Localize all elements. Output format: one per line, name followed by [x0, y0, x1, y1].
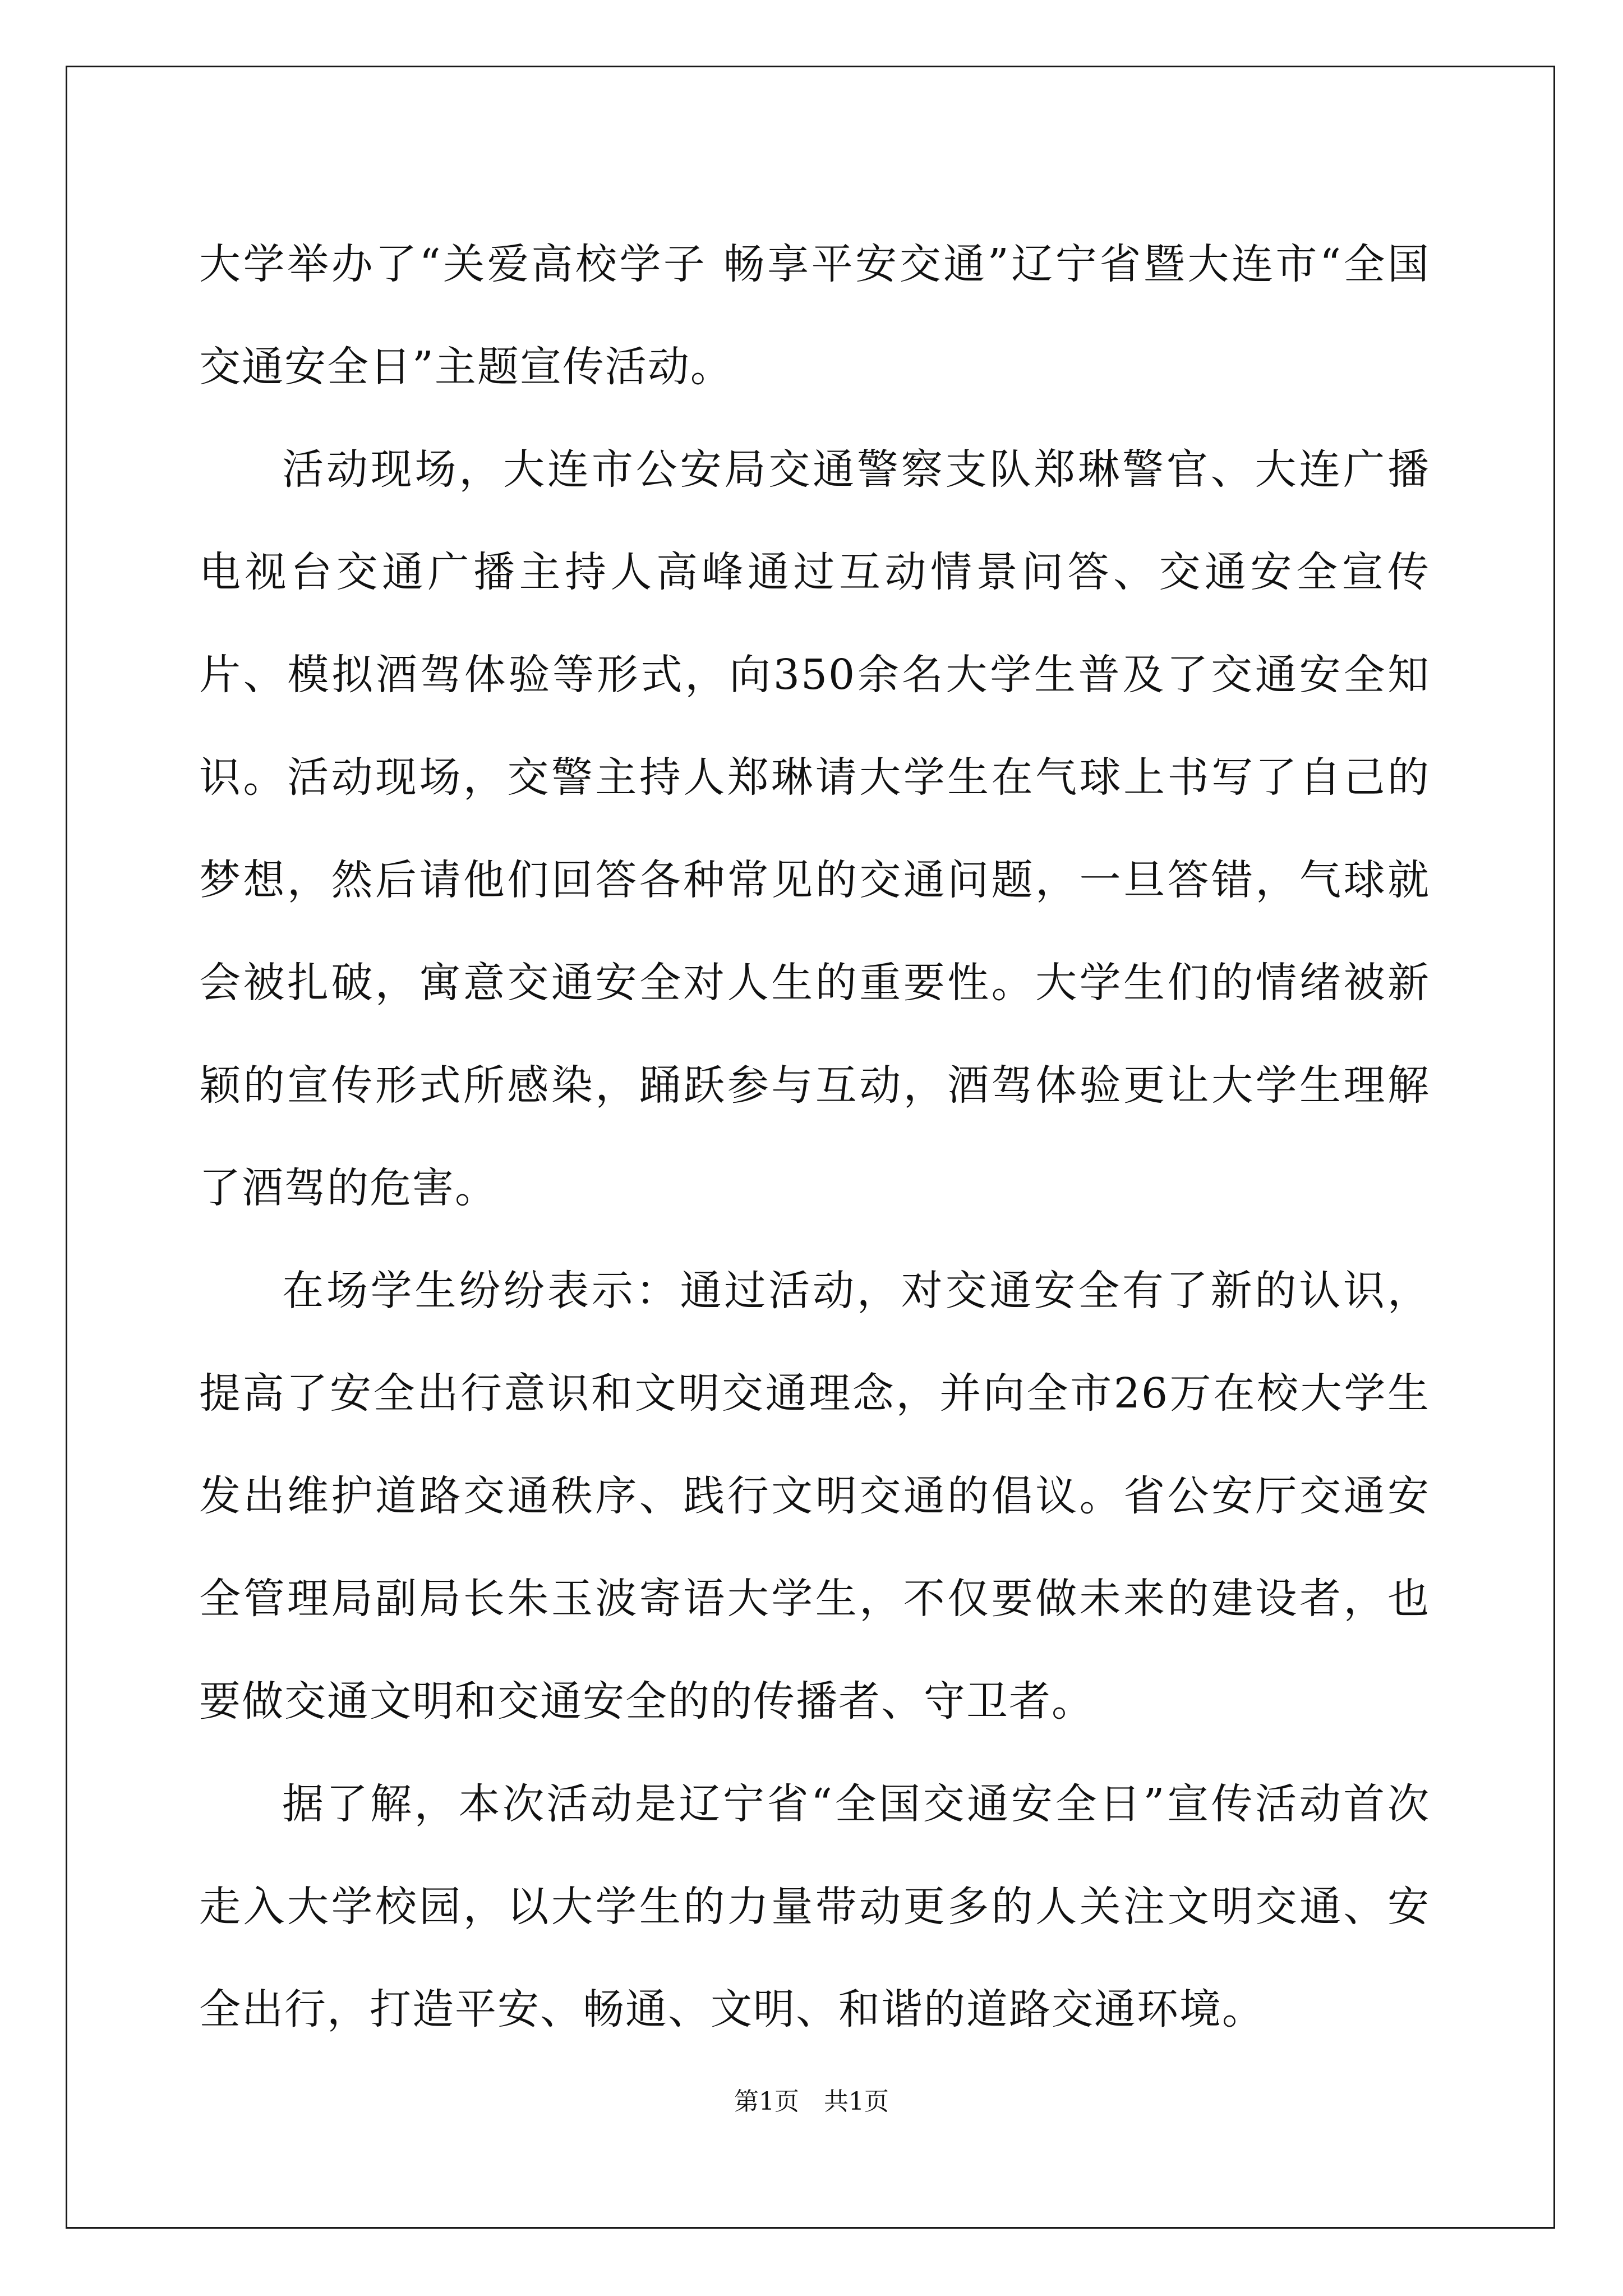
paragraph-continuation: 大学举办了“关爱高校学子 畅享平安交通”辽宁省暨大连市“全国交通安全日”主题宣传活动。	[199, 240, 1430, 391]
paragraph: 据了解，本次活动是辽宁省“全国交通安全日”宣传活动首次走入大学校园，以大学生的力量带动更多的人关注文明交通、安全出行，打造平安、畅通、文明、和谐的道路交通环境。	[199, 1780, 1430, 2033]
page-footer: 第1页 共1页	[734, 2087, 889, 2116]
paragraph: 在场学生纷纷表示：通过活动，对交通安全有了新的认识，提高了安全出行意识和文明交通理念，并向全市26万在校大学生发出维护道路交通秩序、践行文明交通的倡议。省公安厅交通安全管理局副局长朱玉波寄语大学生，不仅要做未来的建设者，也要做交通文明和交通安全的的传播者、守卫者。	[199, 1267, 1430, 1726]
document-body	[199, 213, 1430, 2061]
paragraph: 活动现场，大连市公安局交通警察支队郑琳警官、大连广播电视台交通广播主持人高峰通过互动情景问答、交通安全宣传片、模拟酒驾体验等形式，向350余名大学生普及了交通安全知识。活动现场，交警主持人郑琳请大学生在气球上书写了自己的梦想，然后请他们回答各种常见的交通问题，一旦答错，气球就会被扎破，寓意交通安全对人生的重要性。大学生们的情绪被新颖的宣传形式所感染，踊跃参与互动，酒驾体验更让大学生理解了酒驾的危害。	[199, 445, 1430, 1212]
